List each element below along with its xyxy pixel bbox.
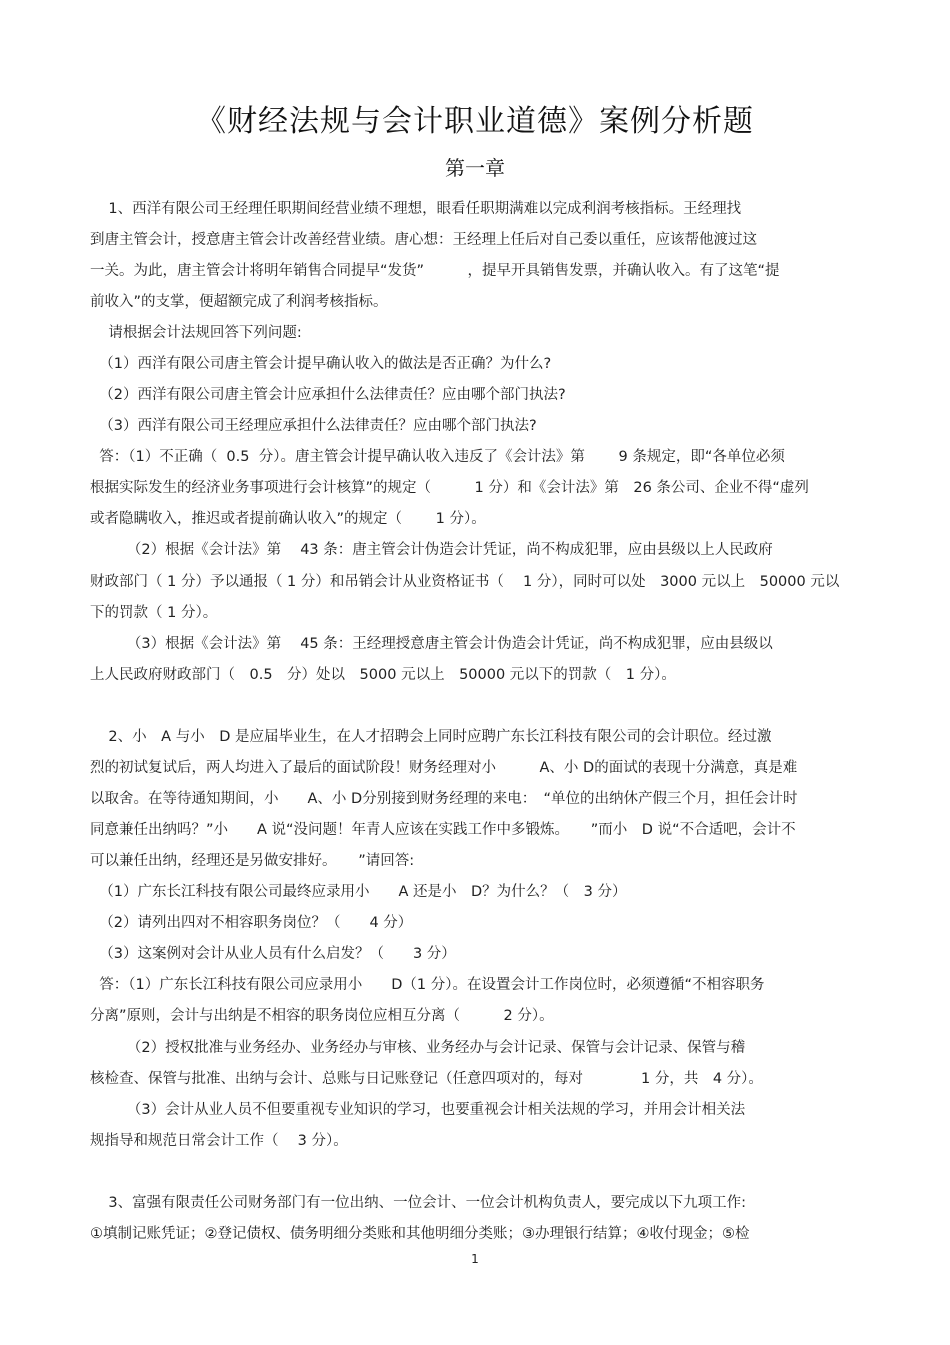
answer-line: 核检查、保管与批准、出纳与会计、总账与日记账登记（任意四项对的，每对 1 分，共 4 分）。 bbox=[90, 1071, 763, 1087]
answer-line: 上人民政府财政部门（ 0.5 分）处以 5000 元以上 50000 元以下的罚款（ 1 分）。 bbox=[90, 667, 676, 683]
paragraph-line: 到唐主管会计，授意唐主管会计改善经营业绩。唐心想：王经理上任后对自己委以重任，应该帮他渡过这 bbox=[90, 232, 757, 248]
paragraph-line: 请根据会计法规回答下列问题: bbox=[90, 325, 302, 341]
paragraph-line: 可以兼任出纳，经理还是另做安排好。 ”请回答: bbox=[90, 853, 415, 869]
answer-line: 答：（1）不正确（ 0.5 分）。唐主管会计提早确认收入违反了《会计法》第 9 条规定，即“各单位必须 bbox=[90, 449, 785, 465]
paragraph-line: 以取舍。在等待通知期间，小 A、小 D分别接到财务经理的来电： “单位的出纳休产假三个月，担任会计时 bbox=[90, 791, 798, 807]
question-line: （3）西洋有限公司王经理应承担什么法律责任？应由哪个部门执法? bbox=[90, 418, 537, 434]
question-line: （3）这案例对会计从业人员有什么启发？（ 3 分） bbox=[90, 946, 456, 962]
question-line: （1）西洋有限公司唐主管会计提早确认收入的做法是否正确？为什么? bbox=[90, 356, 552, 372]
answer-line: 或者隐瞒收入，推迟或者提前确认收入”的规定（ 1 分）。 bbox=[90, 511, 486, 527]
paragraph-line: 1、西洋有限公司王经理任职期间经营业绩不理想，眼看任职期满难以完成利润考核指标。王经理找 bbox=[90, 201, 742, 217]
answer-line: 分离”原则，会计与出纳是不相容的职务岗位应相互分离（ 2 分）。 bbox=[90, 1008, 554, 1024]
paragraph-line: 烈的初试复试后，两人均进入了最后的面试阶段！财务经理对小 A、小 D的面试的表现十分满意，真是难 bbox=[90, 760, 798, 776]
paragraph-line: 前收入”的支掌，便超额完成了利润考核指标。 bbox=[90, 294, 388, 310]
answer-line: （2）授权批准与业务经办、业务经办与审核、业务经办与会计记录、保管与会计记录、保管与稽 bbox=[90, 1040, 746, 1056]
paragraph-line: 2、小 A 与小 D 是应届毕业生，在人才招聘会上同时应聘广东长江科技有限公司的会计职位。经过激 bbox=[90, 729, 772, 745]
question-line: （2）西洋有限公司唐主管会计应承担什么法律责任？应由哪个部门执法? bbox=[90, 387, 566, 403]
paragraph-line: 一关。为此，唐主管会计将明年销售合同提早“发货” ，提早开具销售发票，并确认收入。有了这笔“提 bbox=[90, 263, 780, 279]
answer-line: （3）会计从业人员不但要重视专业知识的学习，也要重视会计相关法规的学习，并用会计相关法 bbox=[90, 1102, 746, 1118]
paragraph-line: 同意兼任出纳吗？”小 A 说“没问题！年青人应该在实践工作中多锻炼。 ”而小 D 说“不合适吧，会计不 bbox=[90, 822, 796, 838]
question-line: （1）广东长江科技有限公司最终应录用小 A 还是小 D？为什么？（ 3 分） bbox=[90, 884, 627, 900]
document-title: 《财经法规与会计职业道德》案例分析题 bbox=[196, 104, 754, 139]
answer-line: 规指导和规范日常会计工作（ 3 分）。 bbox=[90, 1133, 348, 1149]
page-number: 1 bbox=[471, 1252, 479, 1266]
question-line: （2）请列出四对不相容职务岗位？（ 4 分） bbox=[90, 915, 413, 931]
answer-line: （3）根据《会计法》第 45 条：王经理授意唐主管会计伪造会计凭证，尚不构成犯罪，应由县级以 bbox=[90, 636, 773, 652]
chapter-heading: 第一章 bbox=[445, 156, 505, 180]
answer-line: 答：（1）广东长江科技有限公司应录用小 D（1 分）。在设置会计工作岗位时，必须遵循“不相容职务 bbox=[90, 977, 765, 993]
answer-line: （2）根据《会计法》第 43 条：唐主管会计伪造会计凭证，尚不构成犯罪，应由县级以上人民政府 bbox=[90, 542, 773, 558]
answer-line: 根据实际发生的经济业务事项进行会计核算”的规定（ 1 分）和《会计法》第 26 条公司、企业不得“虚列 bbox=[90, 480, 809, 496]
paragraph-line: 3、富强有限责任公司财务部门有一位出纳、一位会计、一位会计机构负责人，要完成以下九项工作: bbox=[90, 1195, 747, 1211]
paragraph-line: ①填制记账凭证；②登记债权、债务明细分类账和其他明细分类账；③办理银行结算；④收付现金；⑤检 bbox=[90, 1226, 750, 1242]
answer-line: 下的罚款（ 1 分）。 bbox=[90, 605, 218, 621]
answer-line: 财政部门（ 1 分）予以通报（ 1 分）和吊销会计从业资格证书（ 1 分），同时可以处 3000 元以上 50000 元以 bbox=[90, 574, 840, 590]
